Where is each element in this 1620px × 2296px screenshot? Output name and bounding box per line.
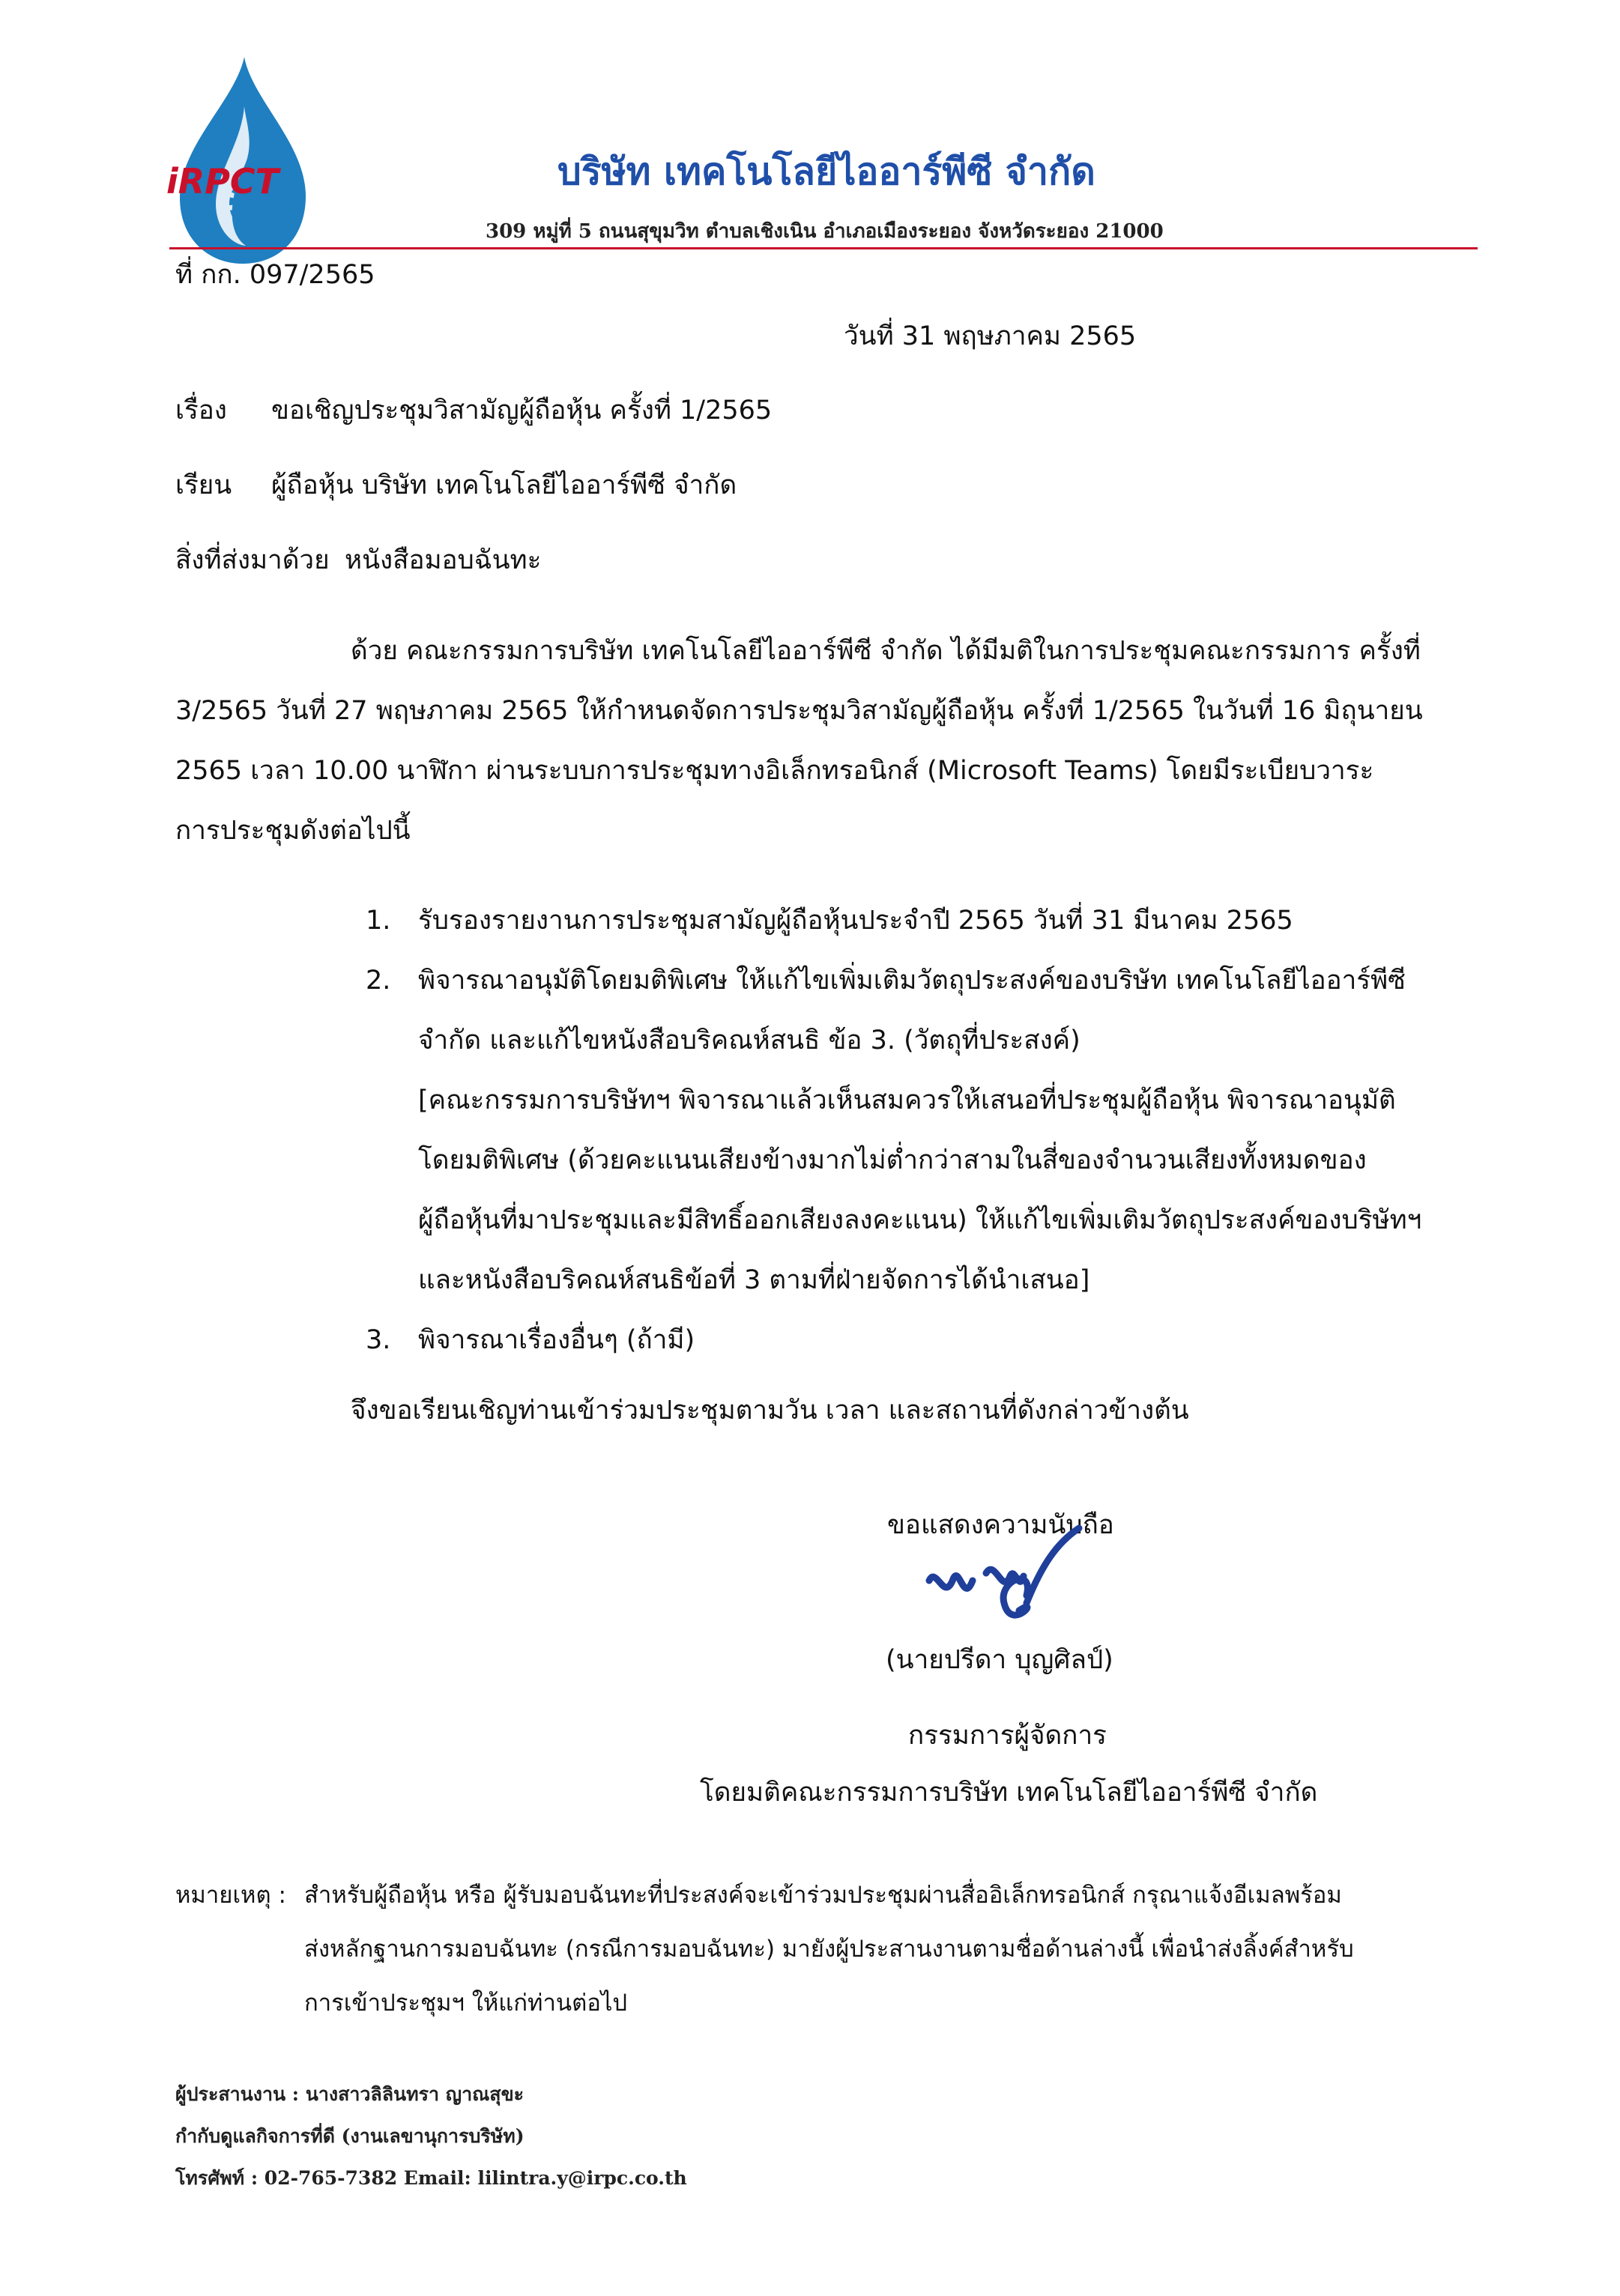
subject-text: ขอเชิญประชุมวิสามัญผู้ถือหุ้น ครั้งที่ 1/2565 (271, 396, 773, 425)
agenda-number: 1. (366, 906, 391, 936)
signatory-name: (นายปรีดา บุญศิลป์) (886, 1645, 1113, 1675)
document-date: วันที่ 31 พฤษภาคม 2565 (844, 321, 1137, 351)
company-logo (163, 54, 322, 267)
signature-closing: ขอแสดงความนับถือ (887, 1510, 1114, 1540)
contact-phone-email: โทรศัพท์ : 02-765-7382 Email: lilintra.y@irpc.co.th (175, 2167, 687, 2189)
intro-line: 2565 เวลา 10.00 นาฬิกา ผ่านระบบการประชุมทางอิเล็กทรอนิกส์ (Microsoft Teams) โดยมีระเบียบวาระ (175, 756, 1374, 786)
remark-label: หมายเหตุ : (175, 1882, 286, 1909)
enclosure-label: สิ่งที่ส่งมาด้วย (175, 545, 330, 575)
signatory-title: กรรมการผู้จัดการ (908, 1721, 1107, 1751)
header-divider (169, 247, 1478, 249)
handwritten-signature (914, 1521, 1094, 1648)
agenda-item-text: จำกัด และแก้ไขหนังสือบริคณห์สนธิ ข้อ 3. (วัตถุที่ประสงค์) (418, 1026, 1080, 1055)
intro-line: การประชุมดังต่อไปนี้ (175, 816, 411, 846)
signatory-subtitle: โดยมติคณะกรรมการบริษัท เทคโนโลยีไออาร์พีซี จำกัด (700, 1778, 1318, 1808)
remark-line: ส่งหลักฐานการมอบฉันทะ (กรณีการมอบฉันทะ) มายังผู้ประสานงานตามชื่อด้านล่างนี้ เพื่อนำส่งลิ้งค์สำหรับ (304, 1936, 1354, 1963)
agenda-item-text: รับรองรายงานการประชุมสามัญผู้ถือหุ้นประจำปี 2565 วันที่ 31 มีนาคม 2565 (418, 906, 1293, 936)
recipient-text: ผู้ถือหุ้น บริษัท เทคโนโลยีไออาร์พีซี จำกัด (271, 470, 737, 500)
logo-text: iRPCT (166, 161, 279, 202)
company-address: 309 หมู่ที่ 5 ถนนสุขุมวิท ตำบลเชิงเนิน อำเภอเมืองระยอง จังหวัดระยอง 21000 (486, 220, 1164, 243)
subject-label: เรื่อง (175, 396, 227, 425)
contact-coordinator: ผู้ประสานงาน : นางสาวลิลินทรา ญาณสุขะ (175, 2083, 525, 2105)
agenda-item-text: และหนังสือบริคณห์สนธิข้อที่ 3 ตามที่ฝ่ายจัดการได้นำเสนอ] (418, 1265, 1090, 1295)
remark-line: สำหรับผู้ถือหุ้น หรือ ผู้รับมอบฉันทะที่ประสงค์จะเข้าร่วมประชุมผ่านสื่ออิเล็กทรอนิกส์ กรุณาแจ้งอีเมลพร้อม (304, 1882, 1342, 1909)
agenda-item-text: [คณะกรรมการบริษัทฯ พิจารณาแล้วเห็นสมควรให้เสนอที่ประชุมผู้ถือหุ้น พิจารณาอนุมัติ (418, 1085, 1396, 1115)
agenda-item-text: พิจารณาอนุมัติโดยมติพิเศษ ให้แก้ไขเพิ่มเติมวัตถุประสงค์ของบริษัท เทคโนโลยีไออาร์พีซี (418, 966, 1406, 996)
agenda-item-text: โดยมติพิเศษ (ด้วยคะแนนเสียงข้างมากไม่ต่ำกว่าสามในสี่ของจำนวนเสียงทั้งหมดของ (418, 1145, 1367, 1175)
enclosure-text: หนังสือมอบฉันทะ (345, 545, 542, 575)
intro-line: ด้วย คณะกรรมการบริษัท เทคโนโลยีไออาร์พีซี จำกัด ได้มีมติในการประชุมคณะกรรมการ ครั้งที่ (351, 636, 1421, 666)
document-reference: ที่ กก. 097/2565 (175, 260, 375, 290)
agenda-number: 3. (366, 1325, 391, 1355)
closing-sentence: จึงขอเรียนเชิญท่านเข้าร่วมประชุมตามวัน เวลา และสถานที่ดังกล่าวข้างต้น (351, 1396, 1189, 1426)
recipient-label: เรียน (175, 470, 232, 500)
agenda-item-text: พิจารณาเรื่องอื่นๆ (ถ้ามี) (418, 1325, 695, 1355)
agenda-item-text: ผู้ถือหุ้นที่มาประชุมและมีสิทธิ์ออกเสียงลงคะแนน) ให้แก้ไขเพิ่มเติมวัตถุประสงค์ของบริษัทฯ (418, 1205, 1422, 1235)
remark-line: การเข้าประชุมฯ ให้แก่ท่านต่อไป (304, 1990, 628, 2017)
agenda-number: 2. (366, 966, 391, 996)
contact-department: กำกับดูแลกิจการที่ดี (งานเลขานุการบริษัท) (175, 2125, 525, 2147)
intro-line: 3/2565 วันที่ 27 พฤษภาคม 2565 ให้กำหนดจัดการประชุมวิสามัญผู้ถือหุ้น ครั้งที่ 1/2565 ในวันที่ 16 มิถุนายน (175, 696, 1423, 726)
company-name: บริษัท เทคโนโลยีไออาร์พีซี จำกัด (557, 149, 1095, 193)
